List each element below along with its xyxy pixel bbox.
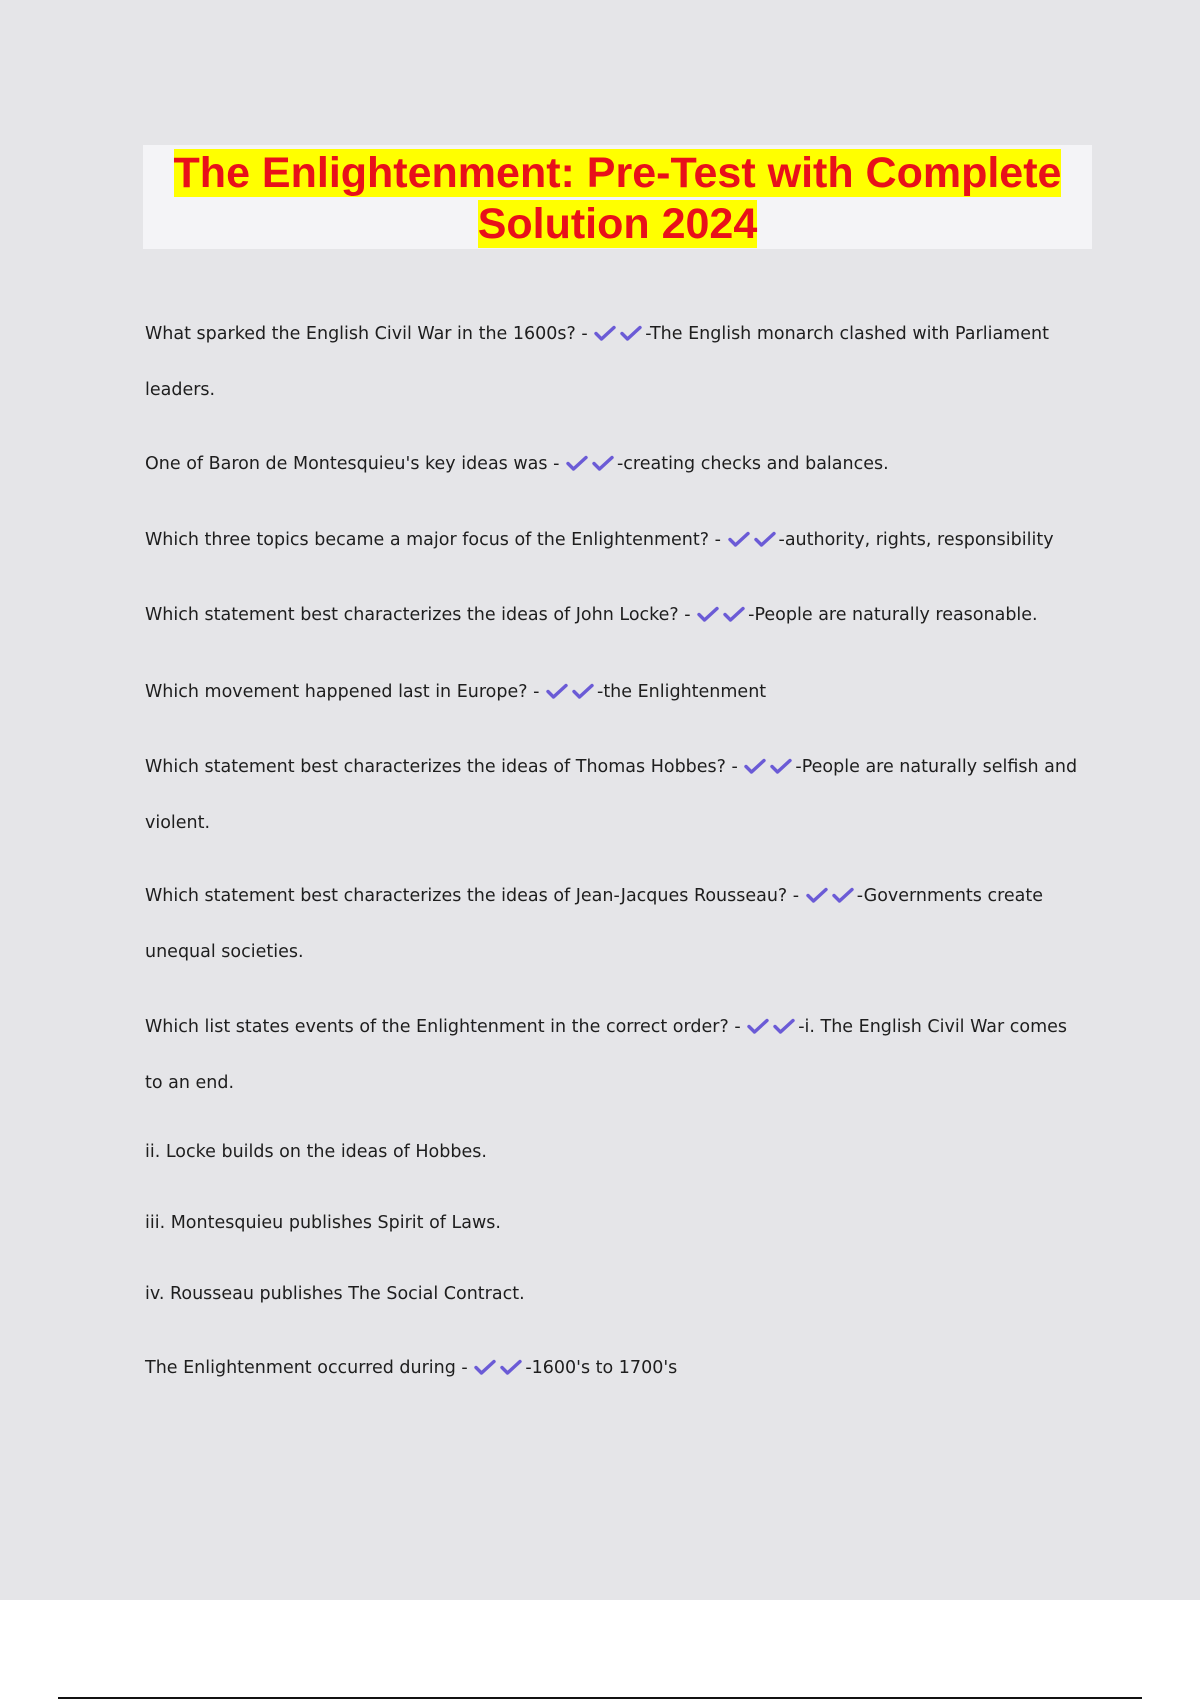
answer-text: -People are naturally reasonable. bbox=[748, 605, 1038, 625]
checkmark-icon bbox=[571, 682, 597, 700]
qa-item bbox=[145, 868, 1085, 980]
title-line-2: Solution 2024 bbox=[477, 200, 758, 248]
checkmark-icon bbox=[805, 886, 831, 904]
answer-text: -Governments create unequal societies. bbox=[145, 886, 1044, 962]
checkmark-icon bbox=[696, 605, 722, 623]
answer-text: -People are naturally selfish and violent. bbox=[145, 757, 1078, 833]
answer-text: -i. The English Civil War comes to an end. bbox=[145, 1017, 1068, 1093]
checkmark-icon bbox=[473, 1358, 499, 1376]
checkmark-icon bbox=[565, 454, 591, 472]
checkmark-icon bbox=[727, 530, 753, 548]
continuation-line: iv. Rousseau publishes The Social Contract. bbox=[145, 1284, 525, 1304]
question-text: Which statement best characterizes the ideas of Jean-Jacques Rousseau? - bbox=[145, 886, 800, 906]
checkmark-icon bbox=[591, 454, 617, 472]
answer-text: -1600's to 1700's bbox=[525, 1358, 678, 1378]
answer-text: -authority, rights, responsibility bbox=[778, 530, 1054, 550]
answer-text: -creating checks and balances. bbox=[616, 454, 889, 474]
footer-rule bbox=[58, 1697, 1142, 1699]
checkmark-icon bbox=[746, 1017, 772, 1035]
checkmark-icon bbox=[619, 324, 645, 342]
question-text: Which movement happened last in Europe? - bbox=[145, 682, 540, 702]
checkmark-icon bbox=[772, 1017, 798, 1035]
qa-item bbox=[145, 1340, 1085, 1396]
question-text: Which statement best characterizes the ideas of John Locke? - bbox=[145, 605, 691, 625]
qa-item bbox=[145, 999, 1085, 1111]
qa-item bbox=[145, 739, 1085, 851]
question-text: Which list states events of the Enlightenment in the correct order? - bbox=[145, 1017, 741, 1037]
qa-item bbox=[145, 306, 1085, 418]
question-text: One of Baron de Montesquieu's key ideas was - bbox=[145, 454, 560, 474]
checkmark-icon bbox=[743, 757, 769, 775]
continuation-line: ii. Locke builds on the ideas of Hobbes. bbox=[145, 1142, 487, 1162]
page-title bbox=[143, 145, 1092, 250]
checkmark-icon bbox=[499, 1358, 525, 1376]
checkmark-icon bbox=[593, 324, 619, 342]
question-text: What sparked the English Civil War in the 1600s? - bbox=[145, 324, 588, 344]
qa-item bbox=[145, 512, 1085, 568]
answer-text: -the Enlightenment bbox=[597, 682, 767, 702]
qa-item bbox=[145, 664, 1085, 720]
checkmark-icon bbox=[769, 757, 795, 775]
qa-item bbox=[145, 436, 1085, 492]
checkmark-icon bbox=[831, 886, 857, 904]
title-line-1: The Enlightenment: Pre-Test with Complete bbox=[173, 149, 1062, 197]
checkmark-icon bbox=[722, 605, 748, 623]
qa-item bbox=[145, 587, 1085, 643]
question-text: Which three topics became a major focus of the Enlightenment? - bbox=[145, 530, 721, 550]
continuation-line: iii. Montesquieu publishes Spirit of Laws. bbox=[145, 1213, 501, 1233]
checkmark-icon bbox=[545, 682, 571, 700]
question-text: Which statement best characterizes the ideas of Thomas Hobbes? - bbox=[145, 757, 738, 777]
answer-text: -The English monarch clashed with Parliament leaders. bbox=[145, 324, 1049, 400]
checkmark-icon bbox=[753, 530, 779, 548]
question-text: The Enlightenment occurred during - bbox=[145, 1358, 468, 1378]
title-block bbox=[143, 145, 1092, 249]
